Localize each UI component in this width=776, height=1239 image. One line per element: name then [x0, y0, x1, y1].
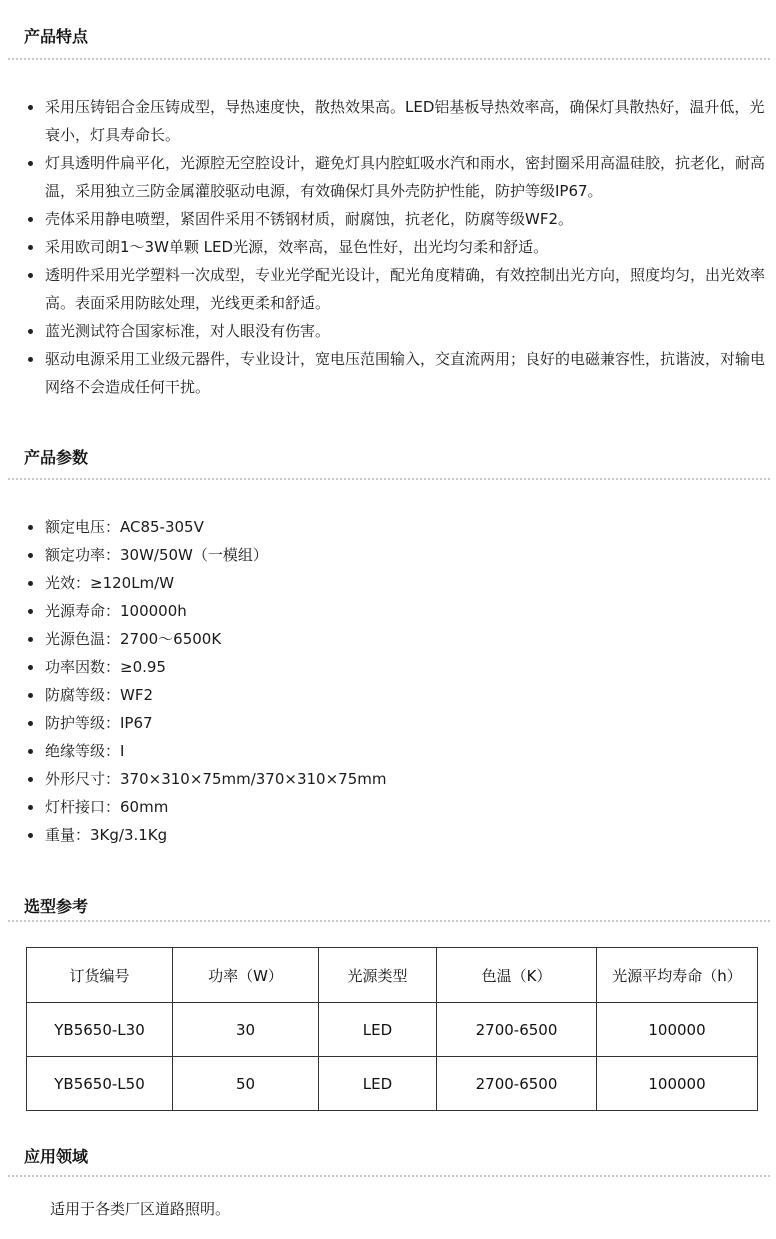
param-item: 防腐等级：WF2 — [24, 681, 770, 709]
feature-item: 驱动电源采用工业级元器件，专业设计，宽电压范围输入，交直流两用；良好的电磁兼容性，抗谐波，对输电网络不会造成任何干扰。 — [24, 345, 770, 401]
feature-item: 透明件采用光学塑料一次成型，专业光学配光设计，配光角度精确，有效控制出光方向，照度均匀，出光效率高。表面采用防眩处理，光线更柔和舒适。 — [24, 261, 770, 317]
application-text: 适用于各类厂区道路照明。 — [50, 1200, 231, 1218]
cell-light-type: LED — [319, 1057, 437, 1111]
cell-order-no: YB5650-L30 — [27, 1003, 173, 1057]
param-item: 重量：3Kg/3.1Kg — [24, 821, 770, 849]
cell-lifetime: 100000 — [597, 1057, 758, 1111]
param-item: 额定功率：30W/50W（一模组） — [24, 541, 770, 569]
selection-divider — [8, 920, 770, 922]
cell-lifetime: 100000 — [597, 1003, 758, 1057]
features-title: 产品特点 — [24, 27, 89, 46]
header-light-type: 光源类型 — [319, 948, 437, 1003]
params-list — [24, 513, 770, 849]
header-lifetime: 光源平均寿命（h） — [597, 948, 758, 1003]
cell-power: 50 — [173, 1057, 319, 1111]
param-item: 灯杆接口：60mm — [24, 793, 770, 821]
table-header-row — [27, 948, 758, 1003]
param-item: 光源寿命：100000h — [24, 597, 770, 625]
cell-order-no: YB5650-L50 — [27, 1057, 173, 1111]
feature-item: 壳体采用静电喷塑，紧固件采用不锈钢材质，耐腐蚀，抗老化，防腐等级WF2。 — [24, 205, 770, 233]
param-item: 绝缘等级：I — [24, 737, 770, 765]
selection-table — [26, 947, 758, 1111]
header-order-no: 订货编号 — [27, 948, 173, 1003]
header-color-temp: 色温（K） — [437, 948, 597, 1003]
param-item: 光效：≥120Lm/W — [24, 569, 770, 597]
param-item: 光源色温：2700～6500K — [24, 625, 770, 653]
feature-item: 采用欧司朗1～3W单颗 LED光源，效率高，显色性好，出光均匀柔和舒适。 — [24, 233, 770, 261]
features-divider — [8, 58, 770, 60]
feature-item: 蓝光测试符合国家标准，对人眼没有伤害。 — [24, 317, 770, 345]
table-row — [27, 1003, 758, 1057]
param-item: 外形尺寸：370×310×75mm/370×310×75mm — [24, 765, 770, 793]
cell-color-temp: 2700-6500 — [437, 1003, 597, 1057]
cell-light-type: LED — [319, 1003, 437, 1057]
cell-power: 30 — [173, 1003, 319, 1057]
feature-item: 灯具透明件扁平化，光源腔无空腔设计，避免灯具内腔虹吸水汽和雨水，密封圈采用高温硅胶，抗老化，耐高温，采用独立三防金属灌胶驱动电源，有效确保灯具外壳防护性能，防护等级IP67。 — [24, 149, 770, 205]
application-title: 应用领域 — [24, 1147, 89, 1166]
application-divider — [8, 1175, 770, 1177]
params-divider — [8, 478, 770, 480]
param-item: 功率因数：≥0.95 — [24, 653, 770, 681]
params-title: 产品参数 — [24, 448, 89, 467]
param-item: 防护等级：IP67 — [24, 709, 770, 737]
header-power: 功率（W） — [173, 948, 319, 1003]
table-row — [27, 1057, 758, 1111]
param-item: 额定电压：AC85-305V — [24, 513, 770, 541]
feature-item: 采用压铸铝合金压铸成型，导热速度快，散热效果高。LED铝基板导热效率高，确保灯具散热好，温升低，光衰小，灯具寿命长。 — [24, 93, 770, 149]
selection-title: 选型参考 — [24, 897, 89, 916]
cell-color-temp: 2700-6500 — [437, 1057, 597, 1111]
features-list — [24, 93, 770, 401]
